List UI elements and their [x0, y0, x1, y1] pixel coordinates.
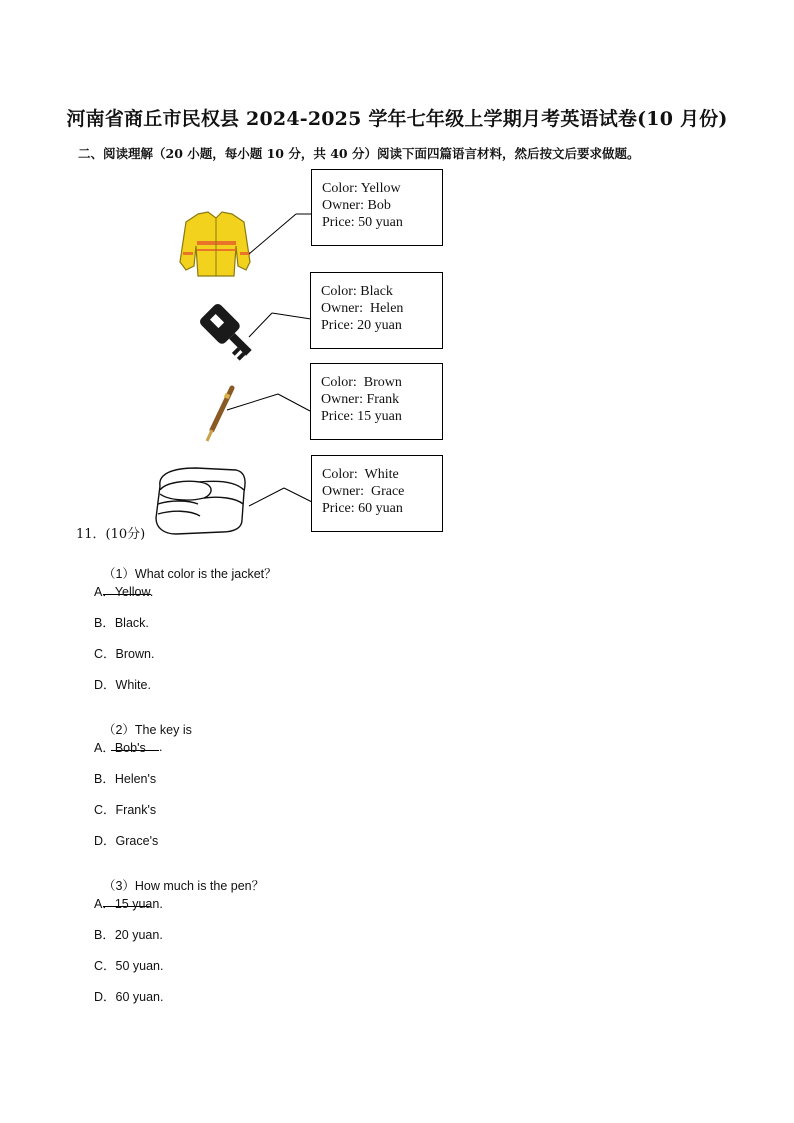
q2-option-a[interactable]: A．Bob's: [94, 741, 146, 755]
q3-option-a[interactable]: A．15 yuan.: [94, 897, 163, 911]
quilt-price: Price: 60 yuan: [322, 501, 403, 516]
pen-owner: Owner: Frank: [321, 392, 400, 407]
q2-option-b[interactable]: B．Helen's: [94, 772, 157, 786]
jacket-price: Price: 50 yuan: [322, 215, 403, 230]
jacket-owner: Owner: Bob: [322, 198, 391, 213]
page-title: 河南省商丘市民权县 2024-2025 学年七年级上学期月考英语试卷(10 月份): [66, 108, 728, 130]
question-number: 11．(10分): [76, 527, 146, 542]
quilt-owner: Owner: Grace: [322, 484, 405, 499]
section-heading: 二、阅读理解（20 小题，每小题 10 分，共 40 分）阅读下面四篇语言材料，然后按文后要求做题。: [78, 146, 640, 161]
quilt-color: Color: White: [322, 467, 399, 482]
q3-option-d[interactable]: D．60 yuan.: [94, 990, 164, 1004]
pen-price: Price: 15 yuan: [321, 409, 402, 424]
pen-color: Color: Brown: [321, 375, 402, 390]
pen-info-box: [310, 363, 443, 440]
quilt-icon: [156, 468, 245, 534]
pen-icon: [207, 388, 232, 441]
key-owner: Owner: Helen: [321, 301, 404, 316]
key-icon: [198, 302, 259, 363]
q1-option-d[interactable]: D．White.: [94, 678, 151, 692]
key-price: Price: 20 yuan: [321, 318, 402, 333]
question-2-stem: （2）The key is: [102, 723, 192, 737]
jacket-icon: [180, 212, 250, 276]
key-info-box: [310, 272, 443, 349]
q3-option-c[interactable]: C．50 yuan.: [94, 959, 164, 973]
quilt-info-box: [311, 455, 443, 532]
q1-option-c[interactable]: C．Brown.: [94, 647, 155, 661]
key-color: Color: Black: [321, 284, 393, 299]
question-2-suffix: .: [158, 740, 163, 754]
q3-option-b[interactable]: B．20 yuan.: [94, 928, 163, 942]
question-1-stem: （1）What color is the jacket？: [102, 567, 277, 581]
q1-option-a[interactable]: A．Yellow.: [94, 585, 154, 599]
q2-option-c[interactable]: C．Frank's: [94, 803, 157, 817]
jacket-info-box: [311, 169, 443, 246]
q2-option-d[interactable]: D．Grace's: [94, 834, 159, 848]
question-3-stem: （3）How much is the pen？: [102, 879, 265, 893]
q1-option-b[interactable]: B．Black.: [94, 616, 149, 630]
jacket-color: Color: Yellow: [322, 181, 401, 196]
